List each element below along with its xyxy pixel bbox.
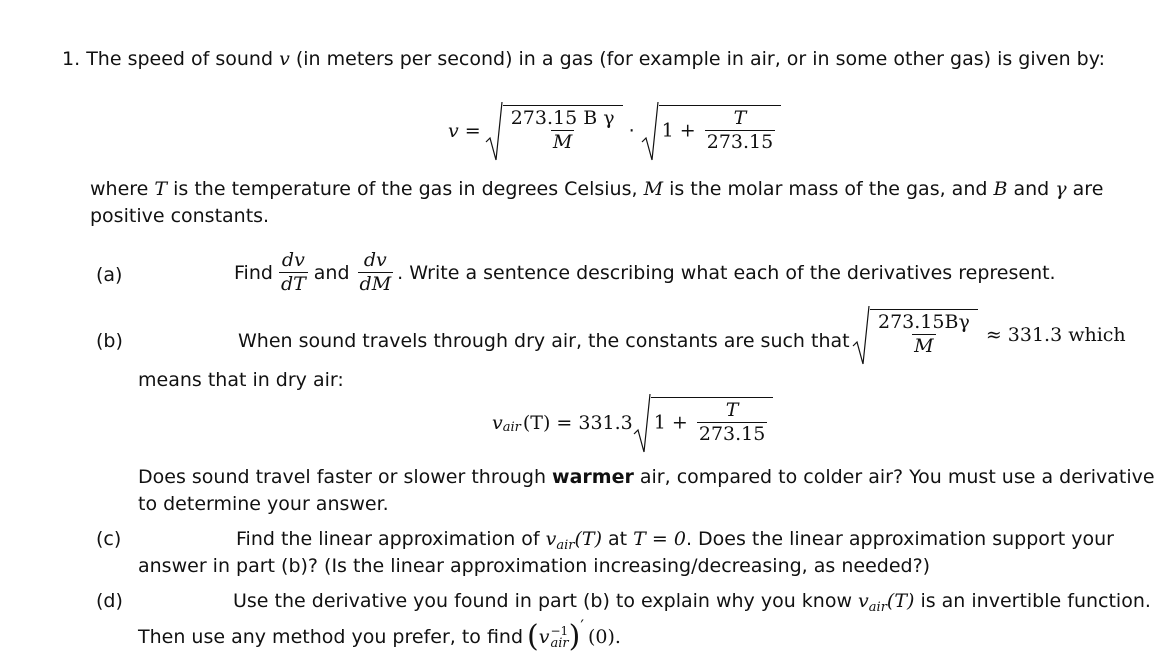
c-arg: (T) [574,528,602,550]
find-text: Find [234,261,273,284]
one-plus: 1 + [661,119,696,141]
and-text: and [313,261,350,284]
approx-text: ≈ 331.3 which [985,324,1126,346]
formula-lhs: v = [448,120,481,142]
one-plus-2: 1 + [653,411,688,433]
c-text-2: at [602,528,634,550]
part-a-rest: . Write a sentence describing what each of the derivatives represent. [397,261,1056,284]
part-b-question-2: to determine your answer. [138,493,389,515]
vair-den: 273.15 [698,422,766,445]
part-b-question-1 [138,466,1155,488]
inv-sub: air [550,635,569,651]
part-b-text-1: When sound travels through dry air, the constants are such that [238,330,850,352]
where-text-4: and [1007,178,1056,200]
var-M: M [643,178,664,200]
derivative-1-den: dT [280,272,306,295]
d-text-1: Use the derivative you found in part (b) to explain why you know [233,590,859,612]
part-c-line-2: answer in part (b)? (Is the linear approximation increasing/decreasing, as needed?) [138,555,931,577]
c-sub: air [556,538,575,553]
inv-sup: −1 [550,623,569,638]
dot-operator: · [628,120,635,142]
radicand-4 [651,397,774,446]
part-c-line-1 [236,528,1114,553]
intro-text: The speed of sound [86,48,280,70]
radical-sign [485,100,503,162]
radical-sign-3 [852,304,870,366]
part-b-radical [852,304,1126,366]
where-text-2: is the temperature of the gas in degrees Celsius, [167,178,644,200]
rad-denominator: M [914,334,934,357]
paren-close: ) [568,619,581,654]
inv-arg: (0). [587,626,621,648]
d-text-2: is an invertible function. [914,590,1151,612]
radicand-1 [503,105,623,154]
part-d-line-1 [233,590,1151,615]
part-a-label: (a) [96,264,123,286]
part-b-line-2: means that in dry air: [138,369,344,391]
radicand-2 [659,105,782,154]
radical-sign-4 [633,392,651,454]
c-text-1: Find the linear approximation of [236,528,546,550]
radical-sign-2 [641,100,659,162]
fraction-numerator: 273.15 B γ [510,106,615,129]
part-b-label: (b) [96,330,123,352]
fraction-numerator-2: T [733,106,747,129]
d-sub: air [868,600,887,615]
vair-arg: (T) = 331.3 [522,412,633,434]
d-arg: (T) [886,590,915,612]
vair-num: T [725,398,739,421]
vair-formula [492,392,773,454]
intro-text-2: (in meters per second) in a gas (for example in air, or in some other gas) is given by: [289,48,1105,70]
part-d-label: (d) [96,590,123,612]
vair-sub: air [502,419,521,435]
d-v: v [858,590,869,612]
problem-number: 1. [62,48,81,70]
var-B: B [993,178,1008,200]
part-d-line-2 [138,615,621,654]
vair-v: v [492,412,503,434]
where-text-5: are [1066,178,1104,200]
var-v: v [279,48,290,70]
radicand-3 [870,309,978,358]
var-gamma: γ [1055,178,1067,200]
where-line [90,178,1103,200]
where-text-1: where [90,178,155,200]
derivative-2-den: dM [359,272,392,295]
q1-text-b: air, compared to colder air? You must use a derivative [633,466,1155,488]
part-c-label: (c) [96,528,122,550]
fraction-denominator: M [552,130,573,153]
inv-scripts [550,625,568,650]
paren-open: ( [527,619,539,654]
speed-formula [448,100,781,162]
part-a-text [234,250,1056,296]
d-line2-text: Then use any method you prefer, to find [138,626,524,648]
inv-prime: ′ [580,615,584,635]
c-eq: T = 0 [633,528,686,550]
c-text-3: . Does the linear approximation support your [685,528,1114,550]
inv-v: v [538,626,550,648]
derivative-1-num: dv [281,249,305,271]
where-line-2: positive constants. [90,205,270,227]
where-text-3: is the molar mass of the gas, and [663,178,994,200]
rad-numerator: 273.15Bγ [878,310,970,333]
q1-text-a: Does sound travel faster or slower through [138,466,553,488]
derivative-2-num: dv [363,249,387,271]
q1-bold: warmer [552,466,634,488]
problem-statement [62,48,1105,70]
fraction-denominator-2: 273.15 [706,130,774,153]
c-v: v [545,528,557,550]
var-T: T [154,178,168,200]
